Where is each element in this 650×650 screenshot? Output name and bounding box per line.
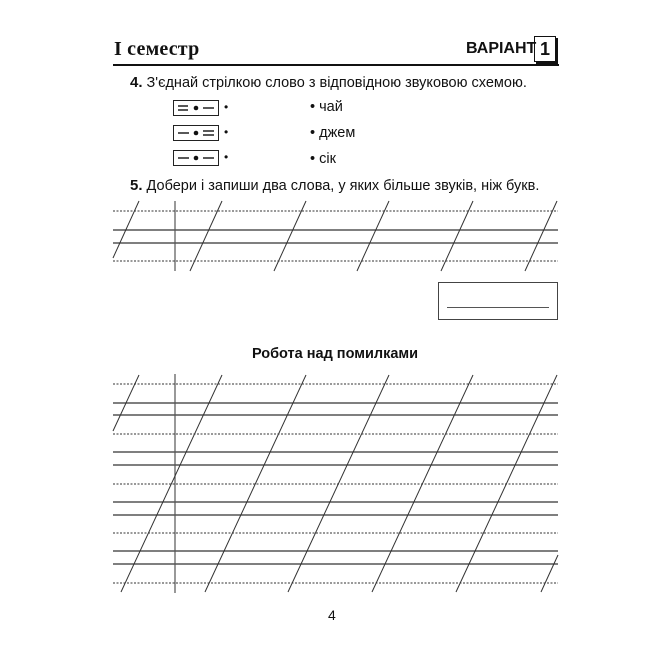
scheme-connector-dot-2[interactable]: • <box>224 125 229 139</box>
task-4-number: 4. <box>130 74 143 91</box>
answer-box[interactable] <box>438 282 558 320</box>
task-4-text: З'єднай стрілкою слово з відповідною звуковою схемою. <box>146 75 527 91</box>
task-5-text: Добери і запиши два слова, у яких більше звуків, ніж букв. <box>146 178 540 194</box>
variant-label: ВАРІАНТ <box>466 40 537 57</box>
semester-title: I семестр <box>114 38 200 60</box>
task-5-writing-lines <box>113 201 558 271</box>
scheme-connector-dot-3[interactable]: • <box>224 150 229 164</box>
scheme-connector-dot-1[interactable]: • <box>224 100 229 114</box>
word-option-1[interactable]: • чай <box>310 99 343 115</box>
slant-line <box>205 375 306 592</box>
slant-line <box>541 555 558 592</box>
task-5-number: 5. <box>130 177 143 194</box>
word-option-3[interactable]: • сік <box>310 151 336 167</box>
errors-writing-lines <box>113 374 558 593</box>
slant-line <box>121 375 222 592</box>
answer-line <box>447 307 549 308</box>
errors-section-title: Робота над помилками <box>251 346 419 362</box>
word-option-2[interactable]: • джем <box>310 125 356 141</box>
page-number: 4 <box>328 607 336 623</box>
variant-number-box: 1 <box>534 36 556 62</box>
